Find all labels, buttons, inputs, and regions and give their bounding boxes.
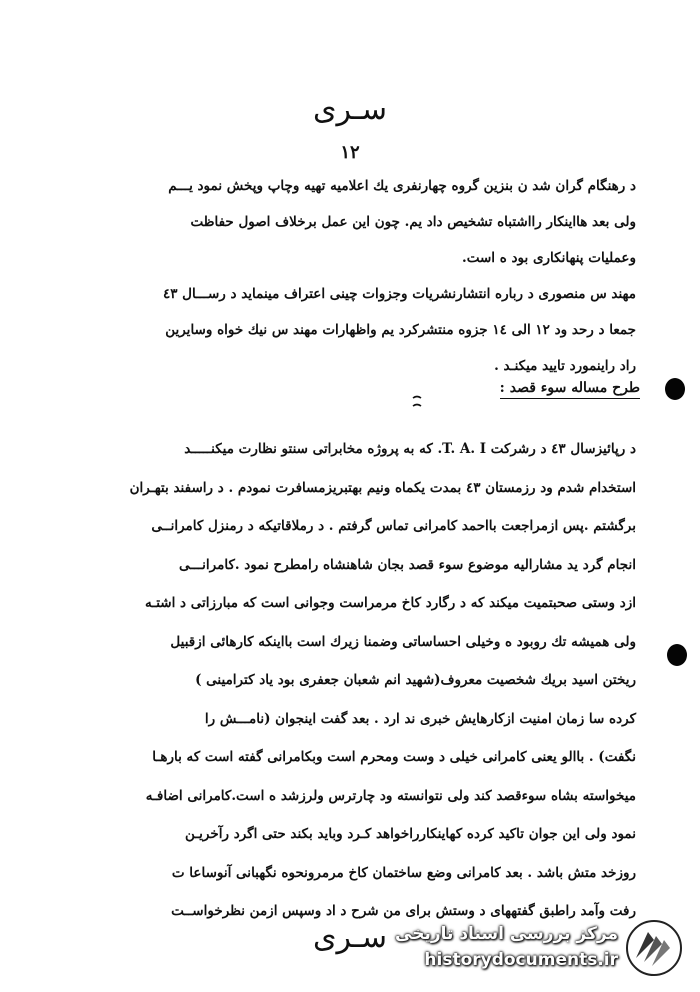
page-number: ١٢ — [340, 142, 360, 163]
punch-hole — [665, 378, 685, 400]
paragraph-line: روزخد متش باشد . بعد کامرانی وضع ساختمان کاخ مرمرونحوه نگهبانی آنوساعا ت — [171, 864, 636, 881]
paragraph-line: ازد وستی صحبتمیت میکند که د رگارد کاخ مرمراست وجوانی است که مبارزاتی د اشتـه — [145, 595, 636, 611]
paragraph-line: ریختن اسید بریك شخصیت معروف(شهید انم شعبان جعفری بود یاد کترامینی ) — [195, 672, 636, 688]
paragraph-line: برگشتم .پس ازمراجعت بااحمد کامرانی تماس گرفتم . د رملاقاتیکه د رمنزل کامرانــی — [151, 518, 636, 534]
paragraph-line: استخدام شدم ود رزمستان ٤٣ بمدت یکماه ونیم بهتبریزمسافرت نمودم . د راسفند بتهـران — [129, 479, 636, 496]
paragraph-line: د رپائیزسال ٤٣ د رشرکت T. A. I. که به پروژه مخابراتی سنتو نظارت میکنـــــد — [184, 441, 636, 457]
paragraph-2 — [70, 276, 636, 384]
paragraph-line: جمعا د رحد ود ١٢ الی ١٤ جزوه منتشرکرد یم واظهارات مهند س نیك خواه وسایرین — [165, 322, 636, 338]
paragraph-line: ولی همیشه تك روبود ه وخیلی احساساتی وضمنا زیرك است بااینکه کارهائی ازقبیل — [170, 633, 636, 650]
paragraph-line: رفت وآمد راطبق گفتههای د وستش برای من شرح د اد وسپس ازمن نظرخواســت — [171, 903, 636, 919]
paragraph-line: کرده سا زمان امنیت ازکارهایش خبری ند ارد . بعد گفت اینجوان (نامـــش را — [204, 710, 636, 727]
paragraph-line: ولی بعد هااینکار رااشتباه تشخیص داد یم. چون این عمل برخلاف اصول حفاظت — [190, 214, 636, 230]
paragraph-line: میخواسته بشاه سوءقصد کند ولی نتوانسته ود چارترس ولرزشد ه است.کامرانی اضافـه — [145, 787, 636, 804]
paragraph-line: راد راینمورد تایید میکنـد . — [494, 358, 636, 374]
paragraph-line: نمود ولی این جوان تاکید کرده کهاینکارراخواهد کـرد وباید بکند حتی اگرد رآخریـن — [184, 826, 636, 842]
handwritten-mark-icon — [410, 394, 424, 414]
paragraph-line: انجام گرد ید مشارالیه موضوع سوء قصد بجان شاهنشاه رامطرح نمود .کامرانـــی — [179, 556, 636, 573]
paragraph-line: وعملیات پنهانکاری بود ه است. — [462, 250, 636, 266]
watermark-title: مرکز بررسی اسناد تاریخی — [395, 924, 618, 944]
section-heading: طرح مساله سوء قصد : — [500, 380, 640, 399]
paragraph-1 — [78, 168, 636, 276]
paragraph-3 — [70, 430, 636, 931]
classification-header: سـرى — [313, 92, 387, 127]
book-pages-icon — [624, 918, 684, 978]
classification-footer: سـرى — [313, 920, 387, 955]
paragraph-line: مهند س منصوری د رباره انتشارنشریات وجزوات چینی اعتراف مینماید د رســـال ٤٣ — [162, 286, 636, 302]
paragraph-line: نگفت) . باالو یعنی کامرانی خیلی د وست ومحرم است وبکامرانی گفته است که بارهـا — [152, 749, 636, 765]
archive-watermark — [395, 912, 688, 982]
watermark-url: historydocuments.ir — [424, 950, 618, 970]
paragraph-line: د رهنگام گران شد ن بنزین گروه چهارنفری یك اعلامیه تهیه وچاپ وپخش نمود یـــم — [168, 178, 636, 194]
punch-hole — [667, 644, 687, 666]
